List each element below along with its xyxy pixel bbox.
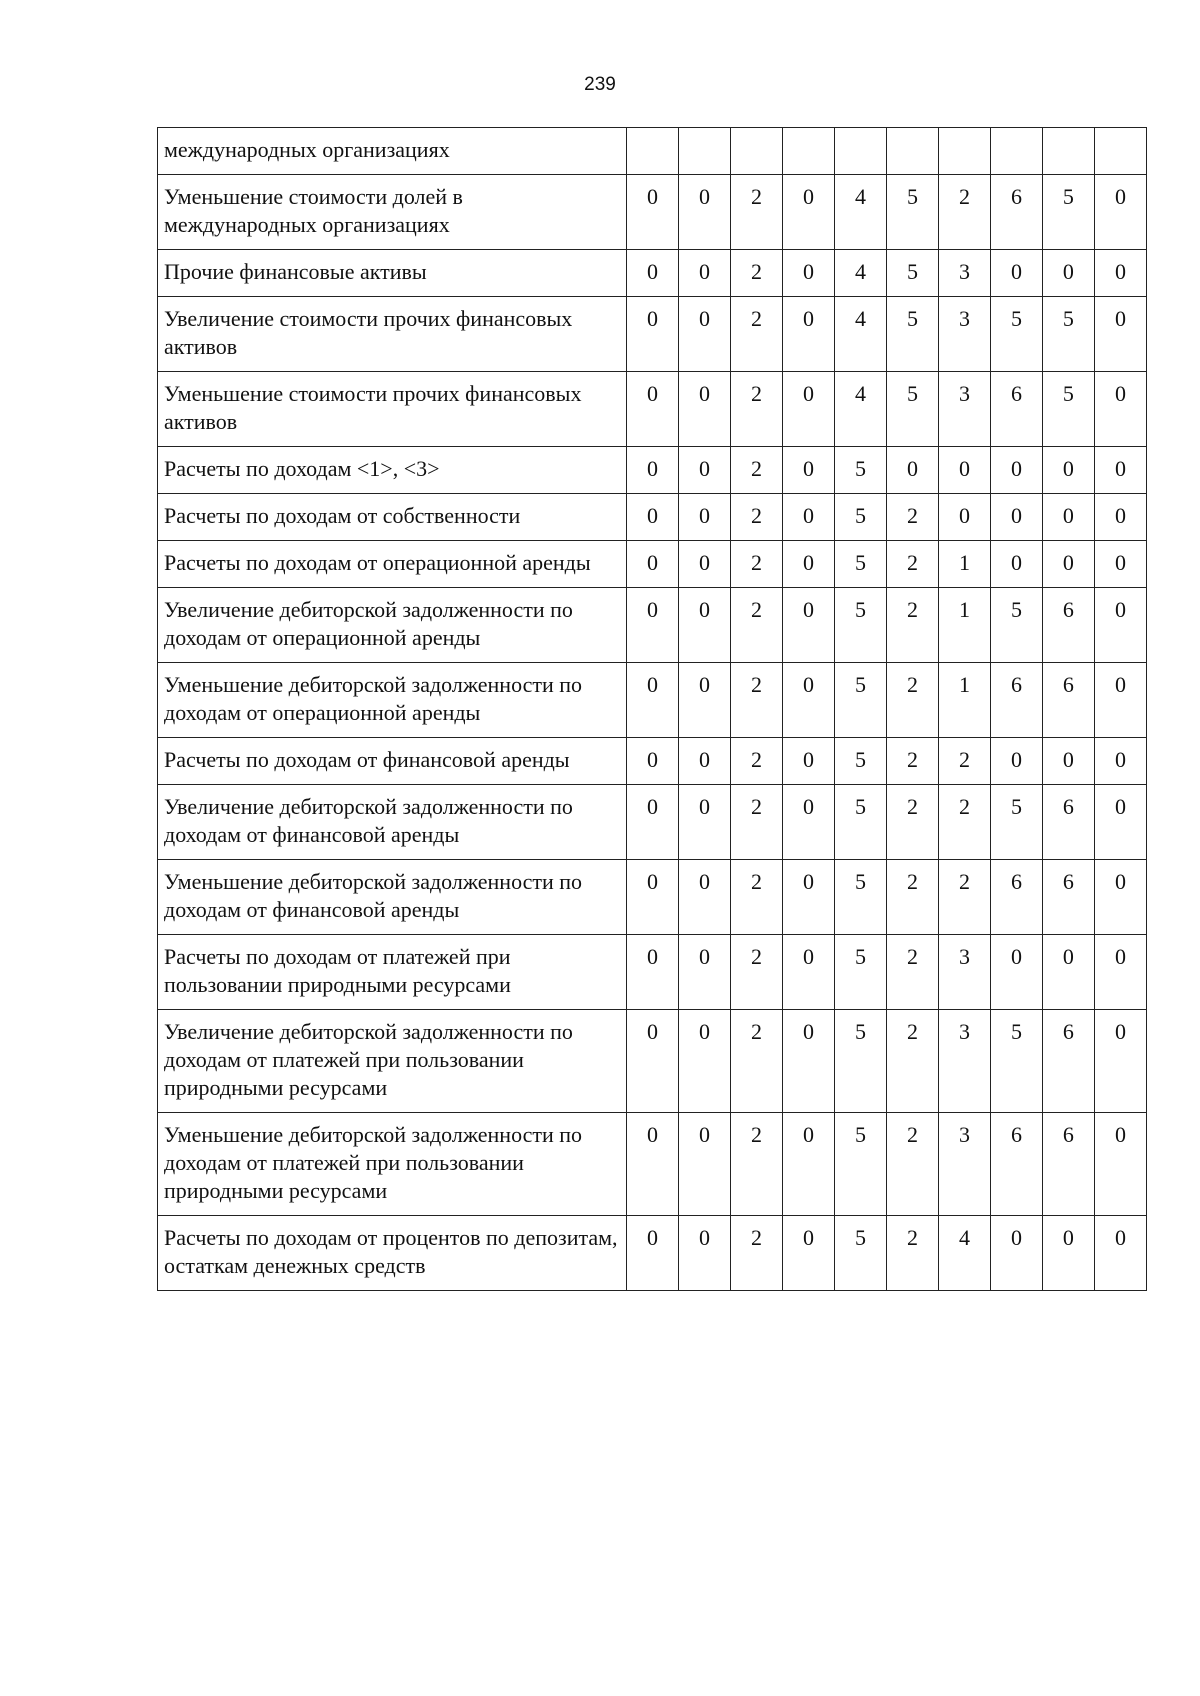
code-digit-cell: 0 <box>783 785 835 860</box>
code-digit-cell: 2 <box>731 935 783 1010</box>
code-digit-cell: 2 <box>731 372 783 447</box>
code-digit-cell: 0 <box>783 447 835 494</box>
code-digit-cell: 0 <box>679 935 731 1010</box>
code-digit-cell: 2 <box>938 860 990 935</box>
code-digit-cell: 0 <box>886 447 938 494</box>
page-number: 239 <box>584 74 616 95</box>
code-digit-cell: 0 <box>627 860 679 935</box>
code-digit-cell: 0 <box>1094 860 1146 935</box>
code-digit-cell: 0 <box>783 1216 835 1291</box>
table-body <box>158 128 1147 1291</box>
code-digit-cell: 0 <box>679 663 731 738</box>
code-digit-cell: 5 <box>886 250 938 297</box>
code-digit-cell <box>679 128 731 175</box>
code-digit-cell: 0 <box>1094 494 1146 541</box>
code-digit-cell: 2 <box>938 175 990 250</box>
code-digit-cell: 0 <box>627 1113 679 1216</box>
code-digit-cell: 0 <box>938 494 990 541</box>
code-digit-cell: 2 <box>731 738 783 785</box>
code-digit-cell: 0 <box>783 297 835 372</box>
account-name-cell: Увеличение дебиторской задолженности по доходам от платежей при пользовании природными ресурсами <box>158 1010 627 1113</box>
code-digit-cell: 4 <box>835 250 887 297</box>
code-digit-cell: 0 <box>783 175 835 250</box>
code-digit-cell: 5 <box>835 1113 887 1216</box>
code-digit-cell: 5 <box>1042 372 1094 447</box>
code-digit-cell: 2 <box>731 1216 783 1291</box>
code-digit-cell: 0 <box>1094 935 1146 1010</box>
code-digit-cell: 0 <box>1094 785 1146 860</box>
table-row <box>158 372 1147 447</box>
account-name-cell: международных организациях <box>158 128 627 175</box>
code-digit-cell: 2 <box>886 860 938 935</box>
table-row <box>158 588 1147 663</box>
code-digit-cell: 0 <box>1094 250 1146 297</box>
code-digit-cell: 0 <box>783 541 835 588</box>
code-digit-cell: 5 <box>835 447 887 494</box>
code-digit-cell: 0 <box>1042 250 1094 297</box>
code-digit-cell: 0 <box>679 541 731 588</box>
table-row <box>158 738 1147 785</box>
code-digit-cell: 0 <box>990 935 1042 1010</box>
code-digit-cell: 0 <box>938 447 990 494</box>
code-digit-cell: 4 <box>835 372 887 447</box>
code-digit-cell: 0 <box>627 250 679 297</box>
code-digit-cell: 0 <box>1094 1216 1146 1291</box>
code-digit-cell: 0 <box>679 860 731 935</box>
code-digit-cell: 2 <box>886 1216 938 1291</box>
code-digit-cell: 0 <box>1094 663 1146 738</box>
table-row <box>158 663 1147 738</box>
code-digit-cell: 2 <box>886 935 938 1010</box>
code-digit-cell: 2 <box>731 663 783 738</box>
code-digit-cell: 6 <box>990 1113 1042 1216</box>
table-row <box>158 1216 1147 1291</box>
code-digit-cell: 6 <box>1042 1113 1094 1216</box>
code-digit-cell: 0 <box>679 447 731 494</box>
code-digit-cell: 0 <box>679 785 731 860</box>
code-digit-cell: 6 <box>1042 1010 1094 1113</box>
table-row <box>158 128 1147 175</box>
account-name-cell: Уменьшение дебиторской задолженности по доходам от операционной аренды <box>158 663 627 738</box>
table-row <box>158 935 1147 1010</box>
code-digit-cell: 5 <box>990 297 1042 372</box>
code-digit-cell: 2 <box>731 541 783 588</box>
code-digit-cell: 4 <box>835 297 887 372</box>
code-digit-cell: 0 <box>627 447 679 494</box>
code-digit-cell: 0 <box>627 935 679 1010</box>
code-digit-cell: 2 <box>731 494 783 541</box>
code-digit-cell: 2 <box>731 588 783 663</box>
code-digit-cell: 2 <box>731 250 783 297</box>
code-digit-cell: 0 <box>1094 541 1146 588</box>
code-digit-cell: 0 <box>783 663 835 738</box>
code-digit-cell: 2 <box>731 860 783 935</box>
account-name-cell: Расчеты по доходам от платежей при пользовании природными ресурсами <box>158 935 627 1010</box>
code-digit-cell: 0 <box>990 1216 1042 1291</box>
code-digit-cell <box>627 128 679 175</box>
code-digit-cell: 4 <box>938 1216 990 1291</box>
account-name-cell: Увеличение стоимости прочих финансовых активов <box>158 297 627 372</box>
code-digit-cell <box>1042 128 1094 175</box>
code-digit-cell: 6 <box>1042 588 1094 663</box>
account-name-cell: Уменьшение стоимости долей в международных организациях <box>158 175 627 250</box>
account-name-cell: Расчеты по доходам от финансовой аренды <box>158 738 627 785</box>
code-digit-cell: 0 <box>1094 738 1146 785</box>
account-name-cell: Расчеты по доходам от операционной аренды <box>158 541 627 588</box>
code-digit-cell: 0 <box>627 372 679 447</box>
code-digit-cell: 0 <box>627 785 679 860</box>
code-digit-cell: 6 <box>1042 860 1094 935</box>
code-digit-cell: 0 <box>1042 1216 1094 1291</box>
code-digit-cell: 5 <box>886 372 938 447</box>
code-digit-cell: 3 <box>938 372 990 447</box>
code-digit-cell: 0 <box>1094 447 1146 494</box>
code-digit-cell: 1 <box>938 588 990 663</box>
code-digit-cell: 2 <box>938 738 990 785</box>
code-digit-cell: 5 <box>835 494 887 541</box>
code-digit-cell: 0 <box>627 541 679 588</box>
code-digit-cell: 0 <box>990 447 1042 494</box>
code-digit-cell: 0 <box>990 494 1042 541</box>
code-digit-cell: 0 <box>627 175 679 250</box>
code-digit-cell <box>886 128 938 175</box>
account-name-cell: Уменьшение стоимости прочих финансовых активов <box>158 372 627 447</box>
account-name-cell: Расчеты по доходам от собственности <box>158 494 627 541</box>
code-digit-cell: 6 <box>990 175 1042 250</box>
code-digit-cell: 2 <box>938 785 990 860</box>
code-digit-cell: 3 <box>938 250 990 297</box>
code-digit-cell: 0 <box>627 663 679 738</box>
code-digit-cell: 6 <box>1042 663 1094 738</box>
code-digit-cell: 6 <box>1042 785 1094 860</box>
code-digit-cell: 0 <box>1094 1113 1146 1216</box>
code-digit-cell: 2 <box>886 588 938 663</box>
account-name-cell: Увеличение дебиторской задолженности по доходам от финансовой аренды <box>158 785 627 860</box>
code-digit-cell: 2 <box>886 1113 938 1216</box>
code-digit-cell: 0 <box>679 738 731 785</box>
code-digit-cell: 0 <box>679 1010 731 1113</box>
code-digit-cell: 3 <box>938 297 990 372</box>
code-digit-cell: 5 <box>886 175 938 250</box>
code-digit-cell: 0 <box>679 588 731 663</box>
code-digit-cell: 6 <box>990 860 1042 935</box>
table-row <box>158 494 1147 541</box>
code-digit-cell: 5 <box>835 663 887 738</box>
code-digit-cell: 0 <box>990 738 1042 785</box>
table-row <box>158 1010 1147 1113</box>
code-digit-cell: 0 <box>679 1113 731 1216</box>
code-digit-cell: 6 <box>990 372 1042 447</box>
code-digit-cell: 5 <box>835 1010 887 1113</box>
code-digit-cell <box>938 128 990 175</box>
code-digit-cell: 0 <box>783 250 835 297</box>
code-digit-cell: 0 <box>679 494 731 541</box>
code-digit-cell: 0 <box>990 250 1042 297</box>
code-digit-cell: 5 <box>835 860 887 935</box>
code-digit-cell: 0 <box>783 1113 835 1216</box>
code-digit-cell: 0 <box>1042 738 1094 785</box>
table-row <box>158 1113 1147 1216</box>
code-digit-cell: 0 <box>783 588 835 663</box>
code-digit-cell: 1 <box>938 541 990 588</box>
code-digit-cell: 0 <box>783 1010 835 1113</box>
code-digit-cell: 0 <box>1094 175 1146 250</box>
code-digit-cell: 0 <box>627 1010 679 1113</box>
code-digit-cell: 0 <box>1042 541 1094 588</box>
code-digit-cell <box>835 128 887 175</box>
code-digit-cell: 0 <box>1042 935 1094 1010</box>
code-digit-cell: 2 <box>731 785 783 860</box>
code-digit-cell: 0 <box>627 738 679 785</box>
code-digit-cell: 0 <box>783 935 835 1010</box>
table-row <box>158 297 1147 372</box>
code-digit-cell: 2 <box>886 1010 938 1113</box>
code-digit-cell: 0 <box>1094 1010 1146 1113</box>
code-digit-cell: 4 <box>835 175 887 250</box>
code-digit-cell: 2 <box>886 541 938 588</box>
table-row <box>158 447 1147 494</box>
table-row <box>158 860 1147 935</box>
code-digit-cell: 2 <box>731 175 783 250</box>
code-digit-cell: 5 <box>886 297 938 372</box>
table-row <box>158 250 1147 297</box>
code-digit-cell: 5 <box>835 1216 887 1291</box>
code-digit-cell: 5 <box>990 588 1042 663</box>
code-digit-cell: 3 <box>938 1113 990 1216</box>
code-digit-cell: 6 <box>990 663 1042 738</box>
code-digit-cell: 3 <box>938 1010 990 1113</box>
code-digit-cell: 5 <box>835 935 887 1010</box>
code-digit-cell: 0 <box>783 860 835 935</box>
account-name-cell: Расчеты по доходам от процентов по депозитам, остаткам денежных средств <box>158 1216 627 1291</box>
code-digit-cell: 0 <box>1094 372 1146 447</box>
code-digit-cell: 2 <box>731 447 783 494</box>
code-digit-cell: 5 <box>1042 175 1094 250</box>
code-digit-cell <box>990 128 1042 175</box>
code-digit-cell: 5 <box>835 588 887 663</box>
code-digit-cell: 1 <box>938 663 990 738</box>
code-digit-cell: 0 <box>679 250 731 297</box>
code-digit-cell <box>783 128 835 175</box>
code-digit-cell: 0 <box>627 1216 679 1291</box>
account-name-cell: Уменьшение дебиторской задолженности по доходам от платежей при пользовании природными ресурсами <box>158 1113 627 1216</box>
code-digit-cell: 0 <box>627 297 679 372</box>
code-digit-cell: 0 <box>679 175 731 250</box>
code-digit-cell: 0 <box>679 297 731 372</box>
code-digit-cell: 2 <box>886 494 938 541</box>
account-name-cell: Расчеты по доходам <1>, <3> <box>158 447 627 494</box>
table-row <box>158 541 1147 588</box>
code-digit-cell: 5 <box>835 541 887 588</box>
code-digit-cell: 0 <box>783 494 835 541</box>
code-digit-cell: 0 <box>679 372 731 447</box>
code-digit-cell: 0 <box>679 1216 731 1291</box>
code-digit-cell: 5 <box>1042 297 1094 372</box>
code-digit-cell: 0 <box>1042 494 1094 541</box>
account-name-cell: Прочие финансовые активы <box>158 250 627 297</box>
account-codes-table <box>157 127 1147 1291</box>
code-digit-cell: 2 <box>731 297 783 372</box>
account-name-cell: Уменьшение дебиторской задолженности по доходам от финансовой аренды <box>158 860 627 935</box>
code-digit-cell: 0 <box>990 541 1042 588</box>
code-digit-cell: 2 <box>731 1113 783 1216</box>
code-digit-cell: 0 <box>783 738 835 785</box>
code-digit-cell: 0 <box>1094 588 1146 663</box>
code-digit-cell: 0 <box>627 494 679 541</box>
code-digit-cell: 0 <box>1094 297 1146 372</box>
code-digit-cell: 2 <box>731 1010 783 1113</box>
code-digit-cell: 0 <box>627 588 679 663</box>
code-digit-cell: 2 <box>886 663 938 738</box>
code-digit-cell <box>1094 128 1146 175</box>
code-digit-cell: 5 <box>835 785 887 860</box>
code-digit-cell: 2 <box>886 785 938 860</box>
table-row <box>158 175 1147 250</box>
code-digit-cell: 2 <box>886 738 938 785</box>
code-digit-cell: 0 <box>1042 447 1094 494</box>
code-digit-cell: 5 <box>990 1010 1042 1113</box>
account-name-cell: Увеличение дебиторской задолженности по доходам от операционной аренды <box>158 588 627 663</box>
code-digit-cell: 5 <box>990 785 1042 860</box>
code-digit-cell: 3 <box>938 935 990 1010</box>
code-digit-cell <box>731 128 783 175</box>
code-digit-cell: 0 <box>783 372 835 447</box>
table-row <box>158 785 1147 860</box>
code-digit-cell: 5 <box>835 738 887 785</box>
